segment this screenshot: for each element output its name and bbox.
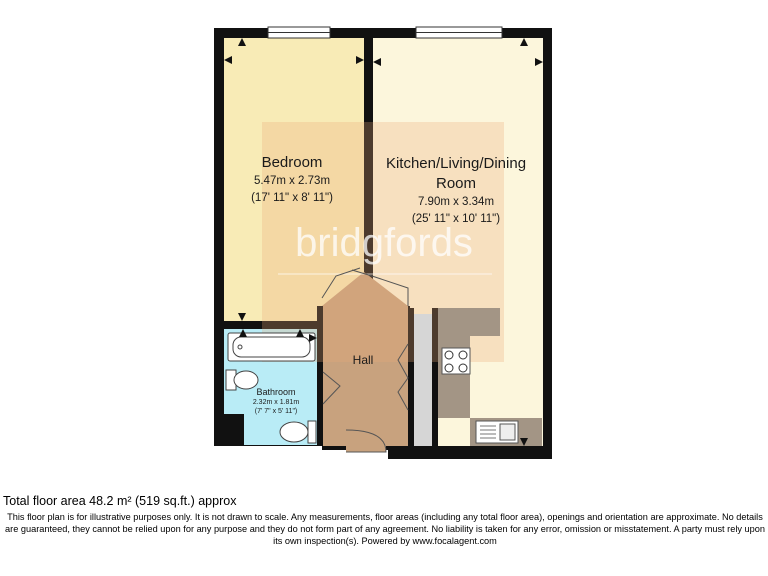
room-imperial: (25' 11" x 10' 11")	[411, 213, 501, 225]
toilet-cistern	[308, 421, 316, 443]
sink-bowl	[500, 424, 515, 440]
total-floor-area: Total floor area 48.2 m² (519 sq.ft.) approx	[3, 494, 237, 508]
disclaimer: This floor plan is for illustrative purposes only. It is not drawn to scale. Any measurements, floor areas (including any total floor area), openings and orientation are approximate. No details are guaranteed, they cannot be relied upon for any purpose and they do not form part of any agreement. No liability is taken for any error, omission or misstatement. A party must rely upon its own inspection(s). Powered by www.focalagent.com	[5, 512, 765, 546]
room-metric: 2.32m x 1.81m	[252, 399, 300, 406]
bathtub-inner	[233, 337, 310, 357]
room-name: Room	[435, 175, 476, 192]
basin	[234, 371, 258, 389]
room-name: Kitchen/Living/Dining	[385, 155, 527, 172]
hall-label: Hall	[352, 353, 374, 367]
room-imperial: (7' 7" x 5' 11")	[254, 408, 298, 415]
entrance-door-gap	[346, 443, 386, 452]
room-imperial: (17' 11" x 8' 11")	[251, 192, 333, 204]
toilet-bowl	[280, 422, 308, 442]
room-metric: 7.90m x 3.34m	[417, 196, 495, 208]
storage-cupboard	[414, 314, 432, 446]
bathroom-notch	[224, 414, 244, 446]
watermark-text: bridgfords	[295, 221, 473, 265]
room-metric: 5.47m x 2.73m	[253, 175, 331, 187]
room-name: Bedroom	[261, 154, 323, 171]
room-name: Bathroom	[256, 387, 296, 397]
